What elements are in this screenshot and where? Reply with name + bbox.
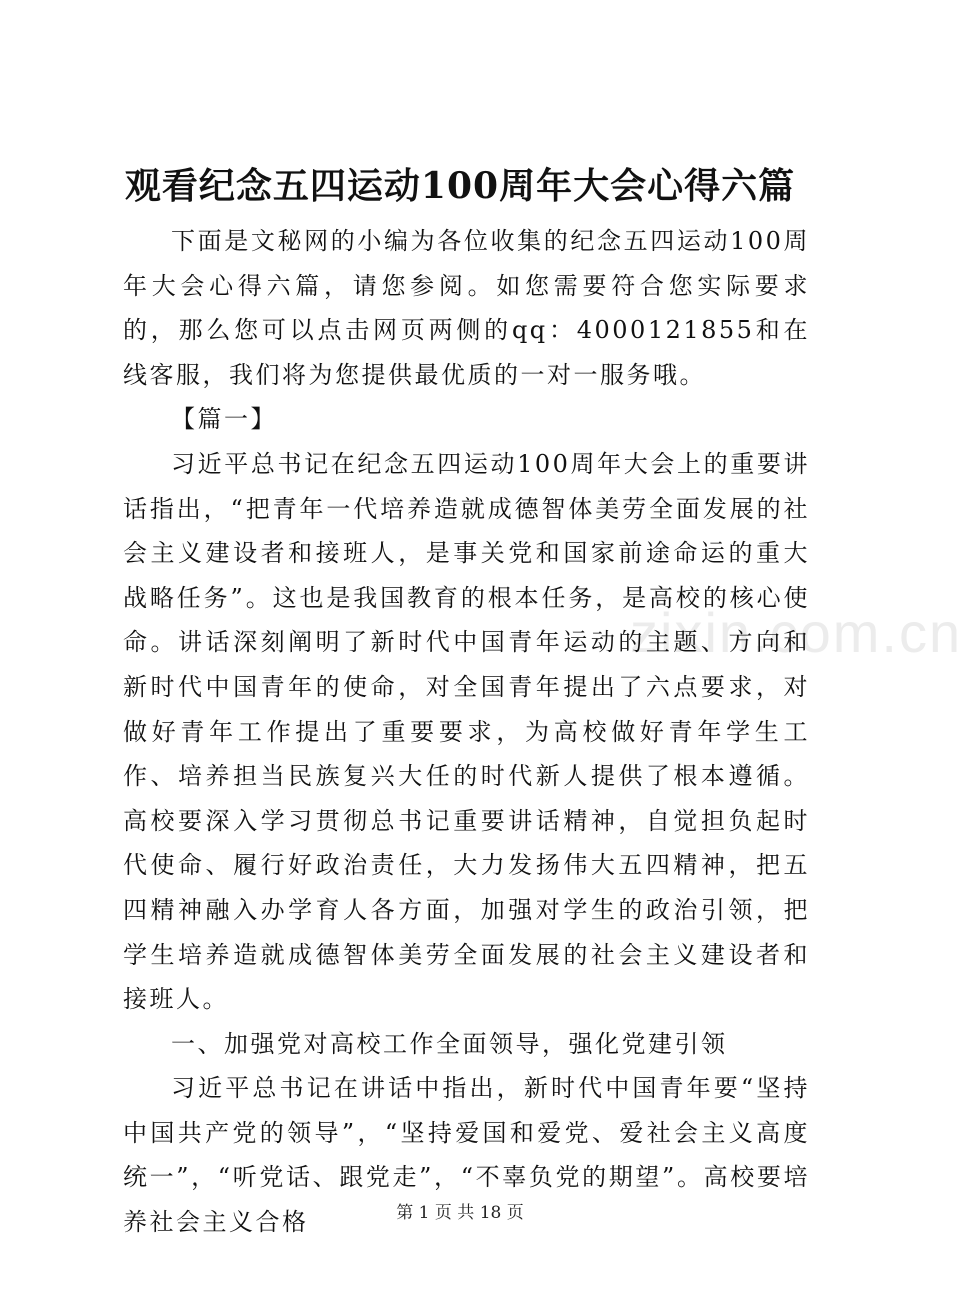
intro-paragraph: 下面是文秘网的小编为各位收集的纪念五四运动100周年大会心得六篇，请您参阅。如您需要符合您实际要求的，那么您可以点击网页两侧的qq：4000121855和在线客服，我们将为您提供最优质的一对一服务哦。 — [123, 227, 810, 389]
subsection-heading: 一、加强党对高校工作全面领导，强化党建引领 — [171, 1029, 728, 1058]
watermark: zixin.com.cn — [630, 601, 962, 664]
section-heading-part-one: 【篇一】 — [171, 405, 277, 434]
document-title: 观看纪念五四运动100周年大会心得六篇 — [124, 165, 796, 207]
document-body — [123, 219, 810, 1245]
page-footer: 第 1 页 共 18 页 — [396, 1203, 524, 1223]
body-paragraph: 习近平总书记在讲话中指出，新时代中国青年要“坚持中国共产党的领导”，“坚持爱国和爱党、爱社会主义高度统一”，“听党话、跟党走”，“不辜负党的期望”。高校要培养社会主义合格 — [123, 1074, 810, 1237]
body-paragraph: 习近平总书记在纪念五四运动100周年大会上的重要讲话指出，“把青年一代培养造就成德智体美劳全面发展的社会主义建设者和接班人，是事关党和国家前途命运的重大战略任务”。这也是我国教育的根本任务，是高校的核心使命。讲话深刻阐明了新时代中国青年运动的主题、方向和新时代中国青年的使命，对全国青年提出了六点要求，对做好青年工作提出了重要要求，为高校做好青年学生工作、培养担当民族复兴大任的时代新人提供了根本遵循。高校要深入学习贯彻总书记重要讲话精神，自觉担负起时代使命、履行好政治责任，大力发扬伟大五四精神，把五四精神融入办学育人各方面，加强对学生的政治引领，把学生培养造就成德智体美劳全面发展的社会主义建设者和接班人。 — [123, 449, 810, 1014]
